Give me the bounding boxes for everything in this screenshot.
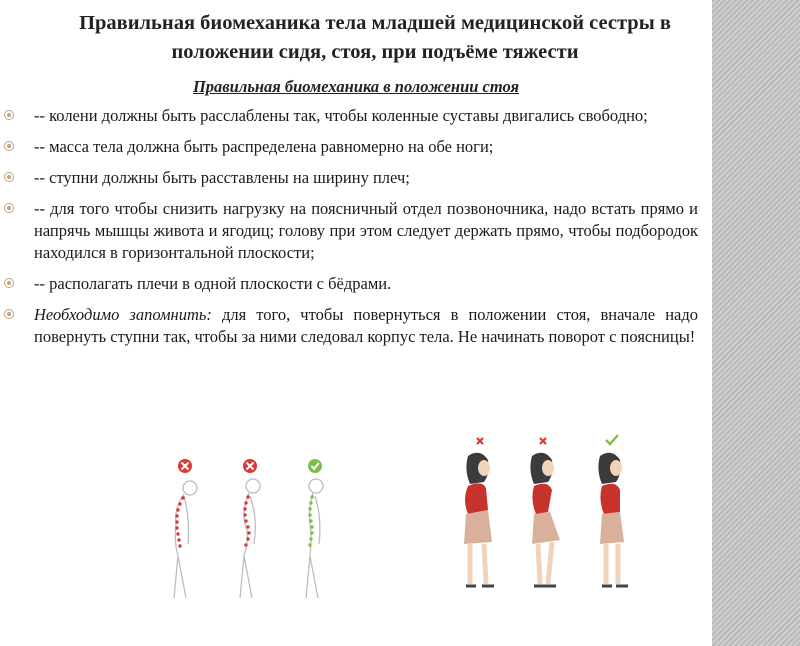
list-item-text: -- располагать плечи в одной плоскости с бёдрами.: [34, 274, 392, 293]
skeleton-figure-correct: [306, 459, 323, 598]
bullet-list: [0, 105, 712, 357]
skeleton-figure-hunched: [174, 459, 197, 598]
cross-icon: [540, 438, 546, 444]
spine-posture-figures: [150, 452, 350, 604]
list-item: [0, 273, 712, 295]
note-item: [0, 304, 712, 348]
cross-icon: [477, 438, 483, 444]
check-icon: [308, 459, 322, 473]
bullet-icon: [4, 203, 14, 213]
section-subtitle: Правильная биомеханика в положении стоя: [192, 77, 520, 96]
woman-figure-swayback: [530, 438, 560, 586]
woman-posture-figures: [440, 430, 670, 600]
list-item: [0, 136, 712, 158]
note-lead: Необходимо запомнить:: [34, 305, 212, 324]
cross-icon: [243, 459, 257, 473]
list-item-text: -- ступни должны быть расставлены на ширину плеч;: [34, 168, 410, 187]
list-item-text: -- для того чтобы снизить нагрузку на поясничный отдел позвоночника, надо встать прямо и напрячь мышцы живота и ягодиц; голову при этом следует держать прямо, чтобы подбородок находился в горизонтальной плоскости;: [34, 199, 698, 262]
woman-figure-correct: [598, 435, 628, 586]
bullet-icon: [4, 309, 14, 319]
bullet-icon: [4, 278, 14, 288]
check-icon: [606, 435, 618, 444]
page-title: Правильная биомеханика тела младшей медицинской сестры в положении сидя, стоя, при подъёме тяжести: [79, 12, 671, 63]
list-item: [0, 167, 712, 189]
list-item-text: -- колени должны быть расслаблены так, чтобы коленные суставы двигались свободно;: [34, 106, 648, 125]
bullet-icon: [4, 172, 14, 182]
note-text: для того, чтобы повернуться в положении стоя, вначале надо повернуть ступни так, чтобы за ними следовал корпус тела. Не начинать поворот с поясницы!: [34, 305, 698, 346]
cross-icon: [178, 459, 192, 473]
list-item: [0, 198, 712, 264]
woman-figure-slouching: [464, 438, 494, 586]
list-item: [0, 105, 712, 127]
decorative-stripe: [712, 0, 800, 646]
bullet-icon: [4, 110, 14, 120]
list-item-text: -- масса тела должна быть распределена равномерно на обе ноги;: [34, 137, 494, 156]
bullet-icon: [4, 141, 14, 151]
skeleton-figure-swayback: [240, 459, 260, 598]
